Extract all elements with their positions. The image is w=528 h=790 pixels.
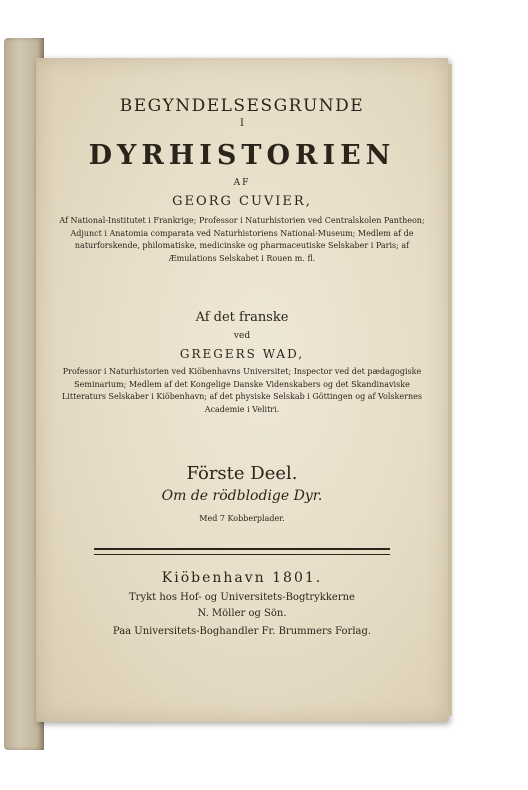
- subtitle: Om de rödblodige Dyr.: [161, 488, 323, 504]
- by-label: AF: [233, 178, 251, 188]
- volume-label: Förste Deel.: [186, 463, 298, 484]
- title-line-2: DYRHISTORIEN: [88, 140, 396, 171]
- printer-line-2: N. Möller og Sön.: [197, 608, 287, 619]
- plates-note: Med 7 Kobberplader.: [199, 514, 285, 523]
- ved-label: ved: [233, 331, 251, 341]
- place-year: Kiöbenhavn 1801.: [161, 570, 323, 586]
- divider-rule-thick: [94, 548, 390, 550]
- publisher: Paa Universitets-Boghandler Fr. Brummers Forlag.: [112, 626, 372, 637]
- title-line-1: BEGYNDELSESGRUNDE: [119, 96, 365, 116]
- divider-rule-thin: [94, 554, 390, 555]
- translator-credentials: Professor i Naturhistorien ved Kiöbenhavns Universitet; Inspector ved det pædagogiske Seminarium; Medlem af det Kongelige Danske Videnskabers og det Skandinaviske Litteraturs Selskaber i Kiöbenhavn; af det physiske Selskab i Göttingen og af Volskernes Academie i Velitri.: [62, 367, 422, 414]
- translated-from: Af det franske: [195, 310, 289, 325]
- title-connector: I: [240, 118, 244, 129]
- author-credentials: Af National-Institutet i Frankrige; Professor i Naturhistorien ved Centralskolen Pantheon; Adjunct i Anatomia comparata ved Naturhistoriens National-Museum; Medlem af de naturforskende, philomatiske, medicinske og pharmaceutiske Selskaber i Paris; af Æmulations Selskabet i Rouen m. fl.: [59, 216, 425, 263]
- author-name: GEORG CUVIER,: [172, 194, 312, 209]
- page-edge: [448, 64, 452, 716]
- translator-name: GREGERS WAD,: [179, 347, 305, 361]
- title-page: [36, 58, 448, 722]
- printer-line-1: Trykt hos Hof- og Universitets-Bogtrykkerne: [129, 592, 355, 603]
